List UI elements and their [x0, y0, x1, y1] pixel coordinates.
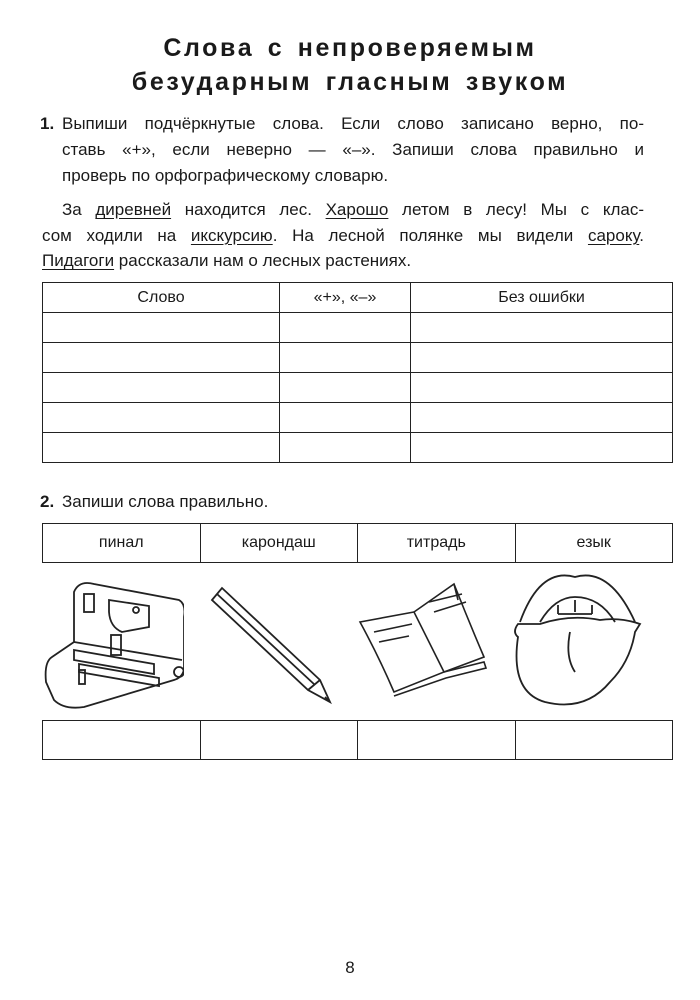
answer-cell[interactable]	[358, 721, 516, 760]
answer-cell[interactable]	[411, 433, 673, 463]
text: находится лес.	[171, 200, 326, 219]
header-mark: «+», «–»	[280, 283, 411, 313]
task-1-instruction-line: ставь «+», если неверно — «–». Запиши слова правильно и	[62, 140, 644, 159]
answer-cell[interactable]	[411, 343, 673, 373]
answer-cell[interactable]	[280, 373, 411, 403]
task-1-instruction-line: Выпиши подчёркнутые слова. Если слово записано верно, по-	[62, 114, 644, 133]
pictures-row	[42, 572, 673, 712]
page-title-line-1: Слова с непроверяемым	[163, 34, 537, 62]
answer-cell[interactable]	[43, 403, 280, 433]
answer-cell[interactable]	[43, 313, 280, 343]
header-correct: Без ошибки	[411, 283, 673, 313]
underlined-word: сароку	[587, 226, 640, 245]
answer-cell[interactable]	[280, 343, 411, 373]
task-2-number: 2.	[40, 492, 55, 511]
text: . На лесной полянке мы видели	[272, 226, 588, 245]
answer-cell[interactable]	[411, 403, 673, 433]
task-2-instruction: Запиши слова правильно.	[62, 492, 269, 511]
answer-cell[interactable]	[411, 373, 673, 403]
pencil-icon	[200, 572, 340, 712]
text: .	[639, 226, 644, 245]
answer-table	[42, 282, 673, 463]
table-header-row	[43, 283, 673, 313]
paragraph-line	[62, 200, 644, 220]
header-word: Слово	[43, 283, 280, 313]
tongue-icon	[510, 572, 650, 712]
table-row	[43, 373, 673, 403]
answer-cell[interactable]	[43, 433, 280, 463]
table-row	[43, 433, 673, 463]
underlined-word: Пидагоги	[42, 251, 115, 270]
text: сом ходили на	[42, 226, 191, 245]
underlined-word: диревней	[95, 200, 172, 219]
underlined-word: Харошо	[325, 200, 389, 219]
word-cell: титрадь	[358, 524, 516, 563]
answer-cell[interactable]	[43, 373, 280, 403]
answers-row-table	[42, 720, 673, 760]
task-1-number: 1.	[40, 114, 55, 133]
answer-cell[interactable]	[43, 721, 201, 760]
paragraph-line	[42, 226, 644, 246]
word-cell: езык	[515, 524, 673, 563]
notebook-icon	[354, 572, 494, 712]
paragraph-line	[42, 251, 644, 271]
page-title-line-2: безударным гласным звуком	[131, 68, 569, 96]
task-1-instruction-line: проверь по орфографическому словарю.	[62, 166, 389, 185]
word-cell: карондаш	[200, 524, 358, 563]
table-row	[43, 343, 673, 373]
underlined-word: икскурсию	[190, 226, 273, 245]
pencil-case-icon	[44, 572, 184, 712]
table-row	[43, 313, 673, 343]
text: рассказали нам о лесных растениях.	[114, 251, 412, 270]
text: За	[62, 200, 96, 219]
table-row	[43, 403, 673, 433]
text: летом в лесу! Мы с клас-	[388, 200, 644, 219]
words-table	[42, 523, 673, 563]
answer-cell[interactable]	[515, 721, 673, 760]
word-cell: пинал	[43, 524, 201, 563]
answer-cell[interactable]	[411, 313, 673, 343]
answer-cell[interactable]	[280, 403, 411, 433]
answer-cell[interactable]	[280, 313, 411, 343]
answer-cell[interactable]	[43, 343, 280, 373]
answer-cell[interactable]	[200, 721, 358, 760]
page-number: 8	[345, 958, 355, 977]
answer-cell[interactable]	[280, 433, 411, 463]
